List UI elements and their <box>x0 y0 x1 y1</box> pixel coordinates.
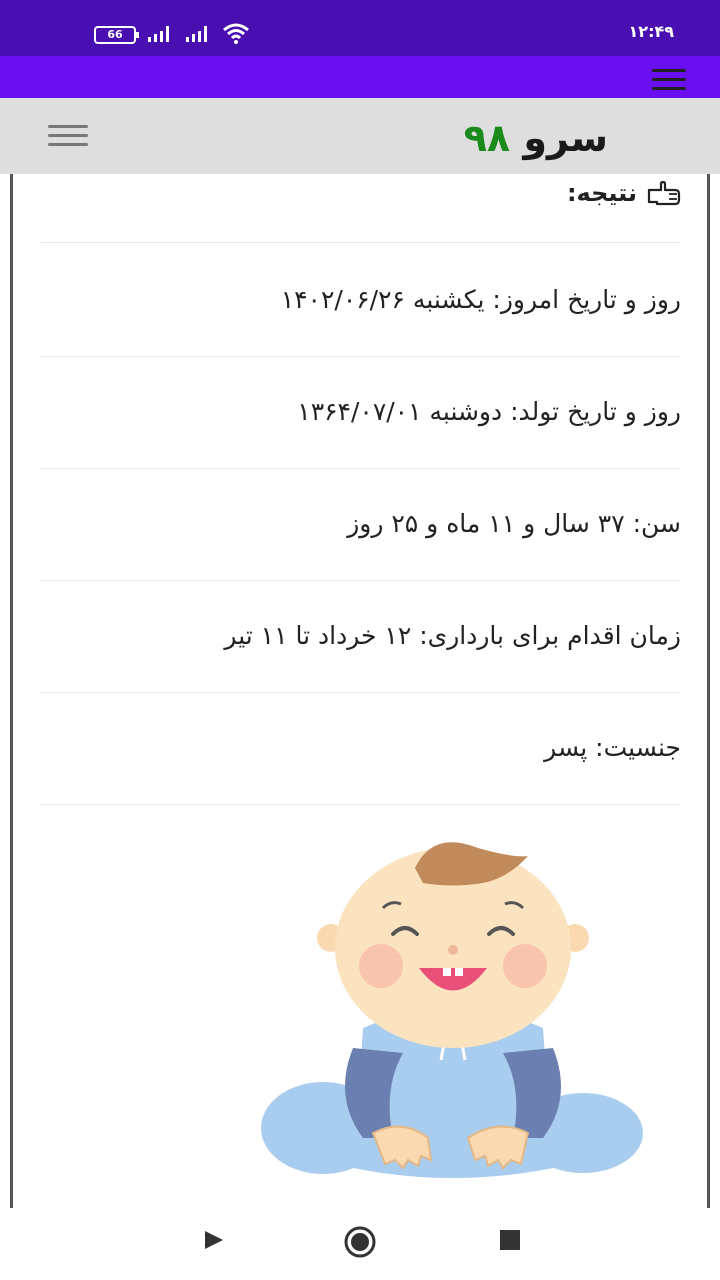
hamburger-icon[interactable] <box>652 69 686 90</box>
result-row-pregnancy-time <box>41 580 681 693</box>
result-row-birth <box>41 356 681 469</box>
result-row-age <box>41 468 681 581</box>
result-heading <box>567 176 681 210</box>
wifi-icon <box>222 22 250 44</box>
pointing-hand-icon <box>647 180 681 206</box>
battery-icon: 66 <box>94 26 136 44</box>
signal-icon <box>186 24 212 42</box>
result-panel <box>10 174 710 1208</box>
result-row-text: روز و تاریخ تولد: دوشنبه ۱۳۶۴/۰۷/۰۱ <box>297 397 681 426</box>
recents-icon[interactable] <box>498 1228 522 1252</box>
app-bar <box>0 56 720 98</box>
signal-icon <box>148 24 174 42</box>
result-row-text: زمان اقدام برای بارداری: ۱۲ خرداد تا ۱۱ تیر <box>224 621 681 650</box>
logo-word: سرو <box>523 116 608 160</box>
site-header <box>0 98 720 174</box>
result-row-gender <box>41 692 681 805</box>
result-row-text: جنسیت: پسر <box>544 733 681 762</box>
system-nav-bar <box>0 1208 720 1280</box>
baby-boy-illustration <box>253 838 653 1208</box>
divider <box>41 242 681 243</box>
result-row-text: سن: ۳۷ سال و ۱۱ ماه و ۲۵ روز <box>347 509 681 538</box>
logo-number: ۹۸ <box>463 116 511 160</box>
back-icon[interactable] <box>202 1228 226 1252</box>
result-heading-label: نتیجه: <box>566 179 637 207</box>
status-bar <box>0 0 720 56</box>
result-row-text: روز و تاریخ امروز: یکشنبه ۱۴۰۲/۰۶/۲۶ <box>280 285 681 314</box>
status-time: ۱۲:۴۹ <box>628 22 674 41</box>
result-row-today <box>41 244 681 357</box>
hamburger-icon[interactable] <box>48 125 88 146</box>
home-icon[interactable] <box>344 1226 376 1258</box>
site-logo[interactable] <box>464 116 608 160</box>
